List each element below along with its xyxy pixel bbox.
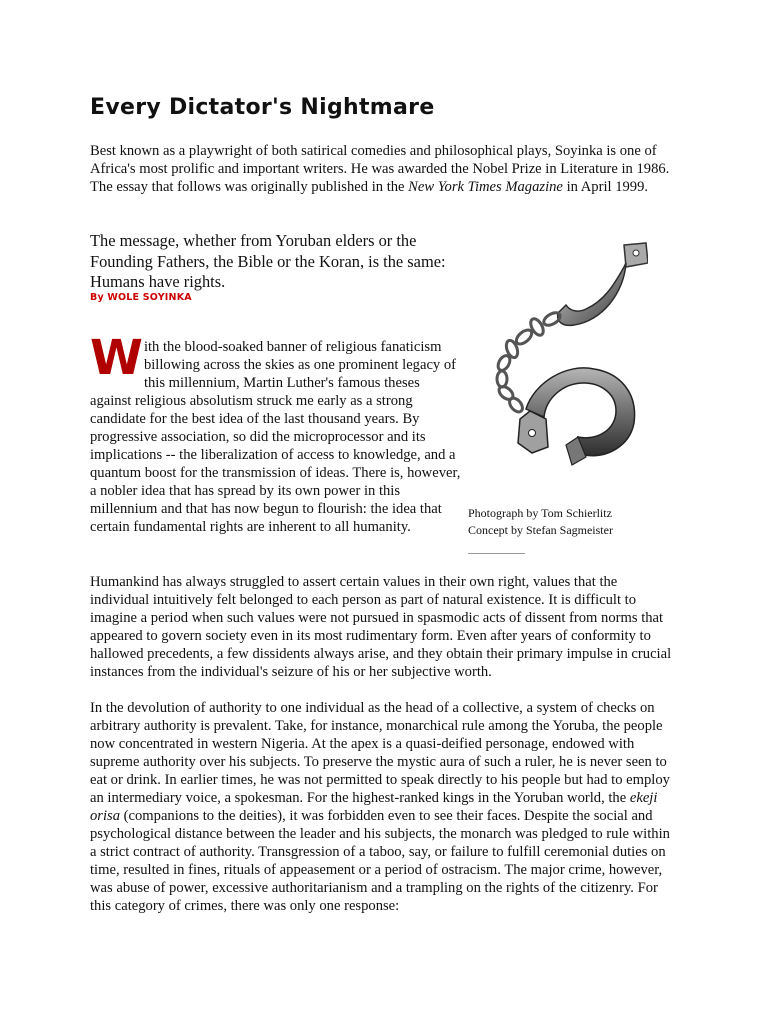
caption-concept: Concept by Stefan Sagmeister (468, 522, 613, 537)
body-paragraph-1: Humankind has always struggled to assert certain values in their own right, values that the individual intuitively felt belonged to each person as part of natural existence. It is difficult to imagine a period when such values were not pursued in spasmodic acts of dissent from norms that appeared to govern society even in its most rudimentary form. Even after years of conformity to hallowed precedents, a few dissidents always arise, and they obtain their primary impulse in crucial instances from the individual's seizure of his or her subjective worth. (90, 574, 672, 680)
ekeji-orisa-term: ekeji orisa (90, 790, 658, 824)
byline: By WOLE SOYINKA (90, 292, 192, 303)
publication-name: New York Times Magazine (408, 179, 563, 195)
body-paragraph-2-text: In the devolution of authority to one individual as the head of a collective, a system of checks on arbitrary authority is prevalent. Take, for instance, monarchical rule among the Yoruba, the people now concentrated in western Nigeria. At the apex is a quasi-deified personage, endowed with supreme authority over his subjects. To preserve the mystic aura of such a ruler, he is never seen to eat or drink. In earlier times, he was not permitted to speak directly to his people but had to employ an intermediary voice, a spokesman. For the highest-ranked kings in the Yoruban world, the (90, 700, 670, 806)
lead-paragraph (90, 330, 462, 536)
lead-text: ith the blood-soaked banner of religious fanaticism billowing across the skies as one prominent legacy of this millennium, Martin Luther's famous theses against religious absolutism struck me early as a strong candidate for the best idea of the last thousand years. By progressive association, so did the microprocessor and its implications -- the liberalization of access to knowledge, and a quantum boost for the transmission of ideas. There is, however, a nobler idea that has spread by its own power in this millennium and that has now begun to flourish: the idea that certain fundamental rights are inherent to all humanity. (90, 339, 461, 535)
intro-text: Best known as a playwright of both satirical comedies and philosophical plays, Soyinka is one of Africa's most prolific and important writers. He was awarded the Nobel Prize in Literature in 1986. The essay that follows was originally published in the (90, 143, 670, 195)
intro-text-end: in April 1999. (562, 179, 649, 195)
broken-shackles-photo (474, 233, 648, 473)
article-dek: The message, whether from Yoruban elders or the Founding Fathers, the Bible or the Koran, is the same: Humans have rights. (90, 231, 446, 291)
photo-caption (468, 505, 613, 538)
shackles-illustration (474, 233, 648, 473)
drop-cap: W (90, 330, 143, 386)
body-paragraph-2-text-end: (companions to the deities), it was forbidden even to see their faces. Despite the social and psychological distance between the leader and his subjects, the monarch was pledged to rule within a strict contract of authority. Transgression of a taboo, say, or failure to fulfill ceremonial duties on time, resulted in fines, rituals of appeasement or a period of ostracism. The major crime, however, was abuse of power, excessive authoritarianism and a trampling on the rights of the citizenry. For this category of crimes, there was only one response: (90, 808, 670, 914)
body-paragraph-2 (90, 699, 680, 915)
intro-paragraph (90, 142, 680, 196)
caption-divider (468, 553, 525, 554)
article-title: Every Dictator's Nightmare (90, 95, 435, 120)
caption-photographer: Photograph by Tom Schierlitz (468, 506, 612, 520)
